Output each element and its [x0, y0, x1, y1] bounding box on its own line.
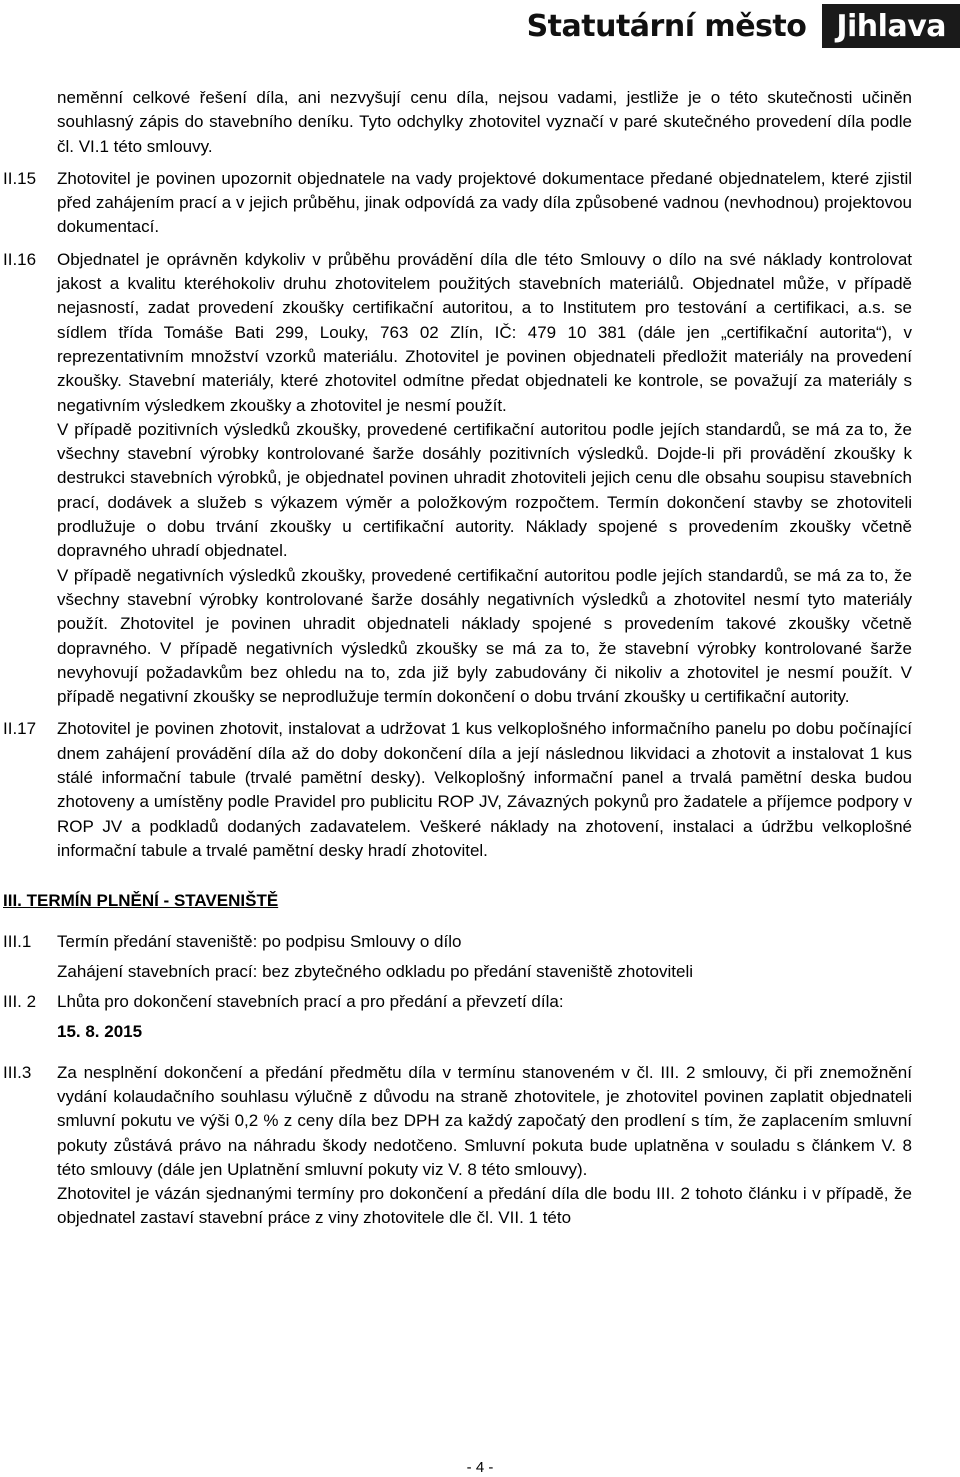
paragraph: Zhotovitel je vázán sjednanými termíny pro dokončení a předání díla dle bodu III. 2 tohoto článku i v případě, že objednatel zastaví stavební práce z viny zhotovitele dle čl. VII. 1 této — [57, 1184, 912, 1228]
paragraph: Lhůta pro dokončení stavebních prací a pro předání a převzetí díla: — [57, 992, 564, 1012]
document-body — [0, 86, 960, 1231]
paragraph: Zahájení stavebních prací: bez zbytečného odkladu po předání staveniště zhotoviteli — [57, 961, 694, 981]
paragraph: neměnní celkové řešení díla, ani nezvyšují cenu díla, nejsou vadami, jestliže je o této skutečnosti učiněn souhlasný zápis do stavebního deníku. Tyto odchylky zhotovitel vyznačí v paré skutečného provedení díla podle čl. VI.1 této smlouvy. — [57, 88, 912, 156]
clause-number: III.1 — [3, 931, 32, 951]
city-logo — [517, 4, 960, 48]
clause-number: II.17 — [3, 719, 37, 739]
clause-number: III. 2 — [3, 992, 37, 1012]
paragraph: V případě negativních výsledků zkoušky, provedené certifikační autoritou podle jejích standardů, se má za to, že všechny stavební výrobky kontrolované šarže dosáhly negativních výsledků a zhotovitel nesmí tyto materiály použít. Zhotovitel je povinen uhradit objednateli náklady spojené s provedením takové zkoušky včetně dopravného. V případě negativních výsledků zkoušky se má za to, že stavební výrobky kontrolované šarže nevyhovují požadavkům bez ohledu na to, zda již byly zabudovány či nikoliv a zhotovitel je nesmí použít. V případě negativní zkoušky se neprodlužuje termín dokončení o dobu trvání zkoušky u certifikační autority. — [57, 565, 912, 707]
paragraph: Za nesplnění dokončení a předání předmětu díla v termínu stanoveném v čl. III. 2 smlouvy, či při znemožnění vydání kolaudačního souhlasu výlučně z důvodu na straně zhotovitele, je zhotovitel povinen zaplatit objednateli smluvní pokutu ve výši 0,2 % z ceny díla bez DPH za každý započatý den prodlení s tím, že zaplacením smluvní pokuty zůstává právo na náhradu škody nedotčeno. Smluvní pokuta bude uplatněna v souladu s článkem V. 8 této smlouvy (dále jen Uplatnění smluvní pokuty viz V. 8 této smlouvy). — [57, 1062, 912, 1179]
clause-iii2 — [0, 990, 960, 1045]
paragraph: Objednatel je oprávněn kdykoliv v průběhu provádění díla dle této Smlouvy o dílo na své náklady kontrolovat jakost a kvalitu kteréhokoliv druhu zhotovitelem použitých stavebních materiálů. Objednatel může, v případě nejasností, zadat provedení zkoušky certifikační autoritou, a to Institutem pro testování a certifikaci, a.s. se sídlem třída Tomáše Bati 299, Louky, 763 02 Zlín, IČ: 479 10 381 (dále jen „certifikační autorita“), v reprezentativním množství vzorků materiálu. Zhotovitel je povinen objednateli předložit materiály na provedení zkoušky. Stavební materiály, které zhotovitel odmítne předat objednateli ke kontrole, se považují za materiály s negativním výsledkem zkoušky a zhotovitel je nesmí použít. — [57, 249, 912, 415]
page-number: - 4 - — [466, 1459, 494, 1476]
paragraph: V případě pozitivních výsledků zkoušky, provedené certifikační autoritou podle jejích standardů, se má za to, že všechny stavební výrobky kontrolované šarže dosáhly pozitivních výsledků. Dojde-li při provádění zkoušky k destrukci stavebních výrobků, je objednatel povinen uhradit zhotoviteli jejich cenu dle obsahu soupisu stavebních prací, dodávek a služeb s výkazem výměr a položkovým rozpočtem. Termín dokončení stavby se zhotoviteli prodlužuje o dobu trvání zkoušky u certifikační autority. Náklady spojené s provedením zkoušky včetně dopravného uhradí objednatel. — [57, 419, 912, 561]
clause-number: III.3 — [3, 1062, 32, 1082]
deadline-date: 15. 8. 2015 — [57, 1022, 143, 1042]
clause-ii15 — [0, 167, 960, 240]
paragraph: Termín předání staveniště: po podpisu Smlouvy o dílo — [57, 931, 462, 951]
clause-iii1 — [0, 930, 960, 985]
clause-number: II.16 — [3, 249, 37, 269]
clause-continuation — [0, 86, 960, 159]
logo-text-jihlava: Jihlava — [822, 4, 960, 48]
clause-iii3 — [0, 1061, 960, 1231]
section-title: III. TERMÍN PLNĚNÍ - STAVENIŠTĚ — [3, 891, 279, 911]
clause-ii17 — [0, 717, 960, 863]
clause-ii16 — [0, 248, 960, 710]
paragraph: Zhotovitel je povinen upozornit objednatele na vady projektové dokumentace předané objednatelem, které zjistil před zahájením prací a v jejich průběhu, jinak odpovídá za vady díla způsobené vadnou (nevhodnou) projektovou dokumentací. — [57, 168, 912, 237]
clause-number: II.15 — [3, 168, 37, 188]
page-header — [0, 0, 960, 52]
paragraph: Zhotovitel je povinen zhotovit, instalovat a udržovat 1 kus velkoplošného informačního panelu po dobu počínající dnem zahájení provádění díla až do doby dokončení díla a její následnou likvidaci a zhotovit a instalovat 1 kus stálé informační tabule (trvalé pamětní desky). Velkoplošný informační panel a trvalá pamětní deska budou zhotoveny a umístěny podle Pravidel pro publicitu ROP JV, Závazných pokynů pro žadatele a příjemce podpory v ROP JV a podkladů dodaných zadavatelem. Veškeré náklady na zhotovení, instalaci a údržbu velkoplošné informační tabule a trvalé pamětní desky hradí zhotovitel. — [57, 719, 912, 860]
logo-text-statutarni-mesto: Statutární město — [526, 8, 807, 44]
